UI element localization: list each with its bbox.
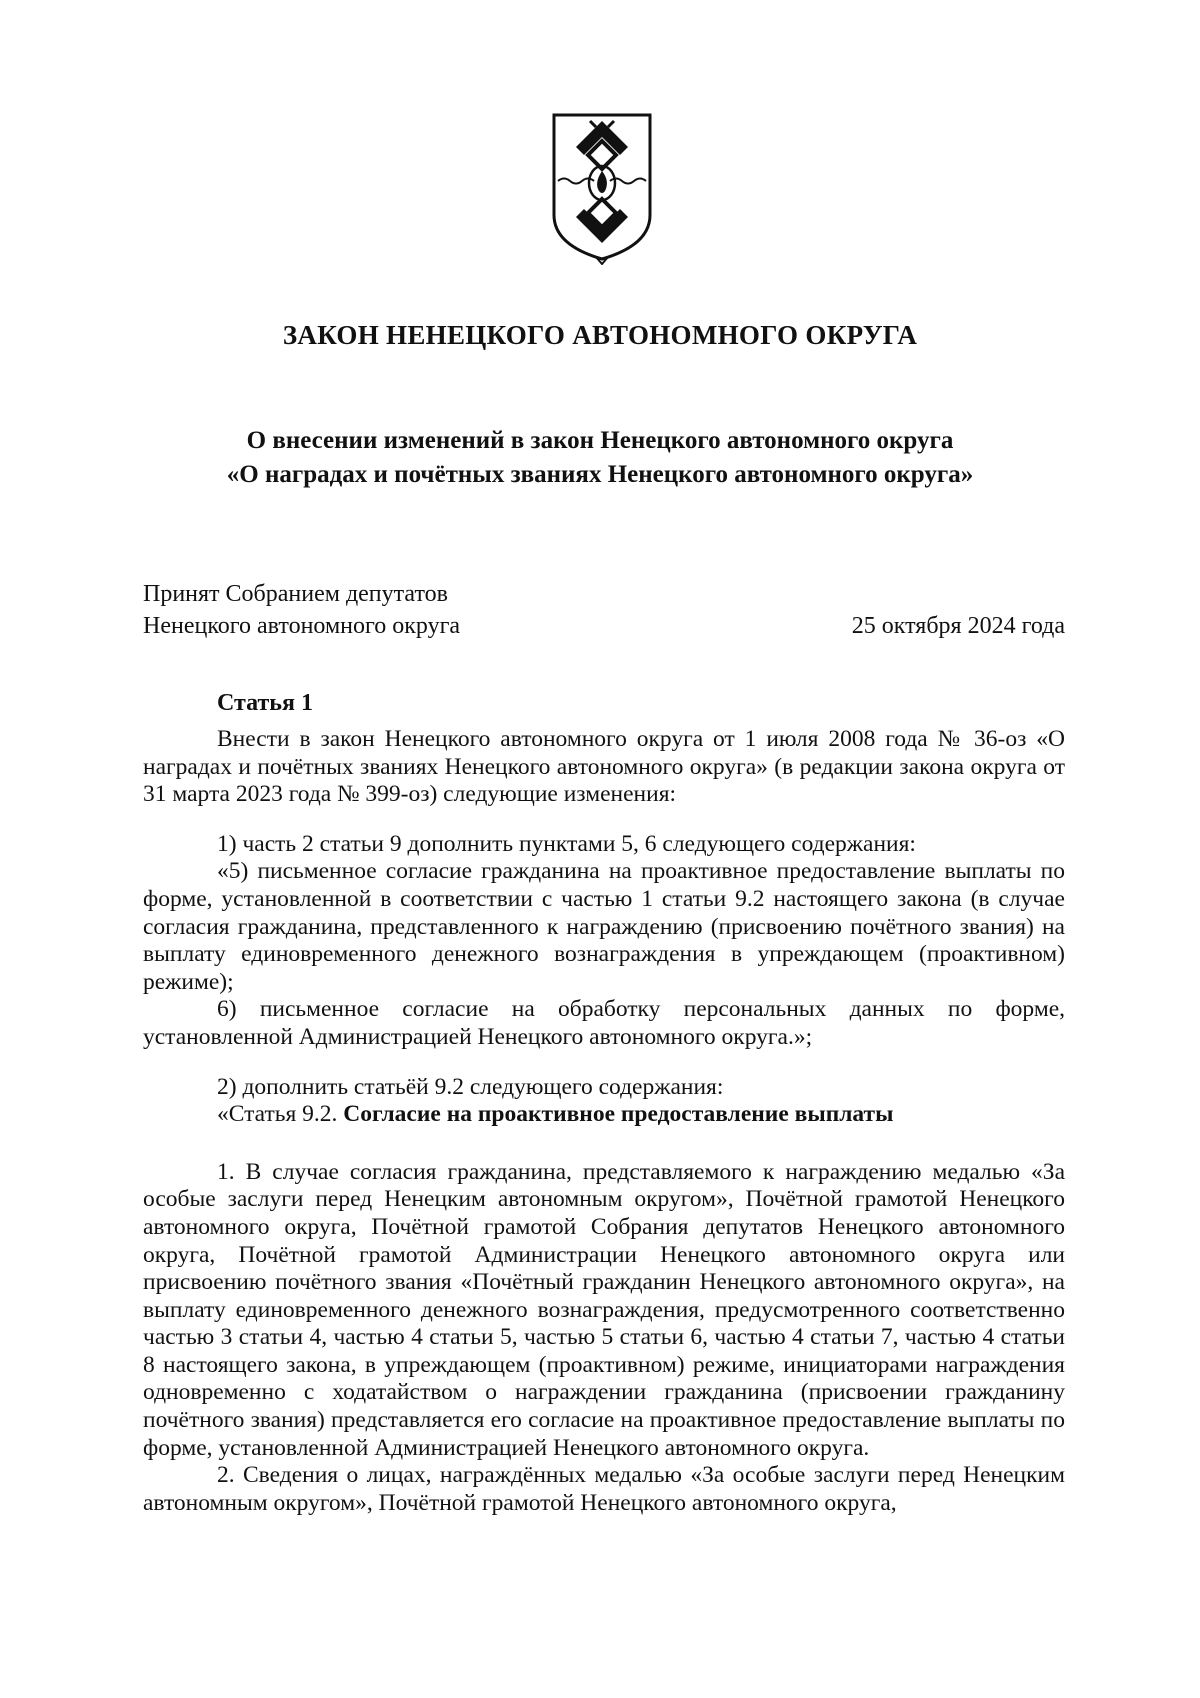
- article-intro: Внести в закон Ненецкого автономного округа от 1 июля 2008 года № 36-оз «О наградах и почётных званиях Ненецкого автономного округа» (в редакции закона округа от 31 марта 2023 года № 399-оз) следующие изменения:: [143, 726, 1065, 808]
- law-subtitle: [150, 424, 1050, 492]
- item-1-point-6: 6) письменное согласие на обработку персональных данных по форме, установленной Администрацией Ненецкого автономного округа.»;: [143, 996, 1065, 1050]
- article-9-2-part-2: 2. Сведения о лицах, награждённых медалью «За особые заслуги перед Ненецким автономным округом», Почётной грамотой Ненецкого автономного округа,: [143, 1462, 1065, 1516]
- adoption-date: 25 октября 2024 года: [851, 613, 1065, 639]
- article-heading: Статья 1: [217, 690, 313, 716]
- adopted-by-line-1: Принят Собранием депутатов: [143, 581, 448, 607]
- article-9-2-prefix: «Статья 9.2.: [217, 1101, 338, 1128]
- subtitle-line-1: О внесении изменений в закон Ненецкого автономного округа: [246, 427, 954, 454]
- article-9-2-title: Согласие на проактивное предоставление выплаты: [343, 1101, 894, 1128]
- subtitle-line-2: «О наградах и почётных званиях Ненецкого автономного округа»: [226, 461, 974, 488]
- item-1: 1) часть 2 статьи 9 дополнить пунктами 5, 6 следующего содержания:: [217, 830, 916, 857]
- article-body: [143, 726, 1065, 1517]
- article-9-2-part-1: 1. В случае согласия гражданина, представляемого к награждению медалью «За особые заслуги перед Ненецким автономным округом», Почётной грамотой Ненецкого автономного округа, Почётной грамотой Собрания депутатов Ненецкого автономного округа, Почётной грамотой Администрации Ненецкого автономного округа или присвоению почётного звания «Почётный гражданин Ненецкого автономного округа», на выплату единовременного денежного вознаграждения, предусмотренного соответственно частью 3 статьи 4, частью 4 статьи 5, частью 5 статьи 6, частью 4 статьи 7, частью 4 статьи 8 настоящего закона, в упреждающем (проактивном) режиме, инициаторами награждения одновременно с ходатайством о награждении гражданина (присвоении гражданину почётного звания) представляется его согласие на проактивное предоставление выплаты по форме, установленной Администрацией Ненецкого автономного округа.: [143, 1158, 1065, 1461]
- adoption-block: [143, 578, 1065, 642]
- item-2: 2) дополнить статьёй 9.2 следующего содержания:: [217, 1073, 724, 1100]
- article-9-2-heading: [143, 1101, 1065, 1129]
- nenets-coat-of-arms-icon: [550, 111, 654, 265]
- law-title: ЗАКОН НЕНЕЦКОГО АВТОНОМНОГО ОКРУГА: [282, 320, 918, 350]
- adopted-by-line-2: Ненецкого автономного округа: [143, 613, 461, 639]
- item-1-point-5: «5) письменное согласие гражданина на проактивное предоставление выплаты по форме, установленной в соответствии с частью 1 статьи 9.2 настоящего закона (в случае согласия гражданина, представленного к награждению (присвоению почётного звания) на выплату единовременного денежного вознаграждения в упреждающем (проактивном) режиме);: [143, 858, 1065, 995]
